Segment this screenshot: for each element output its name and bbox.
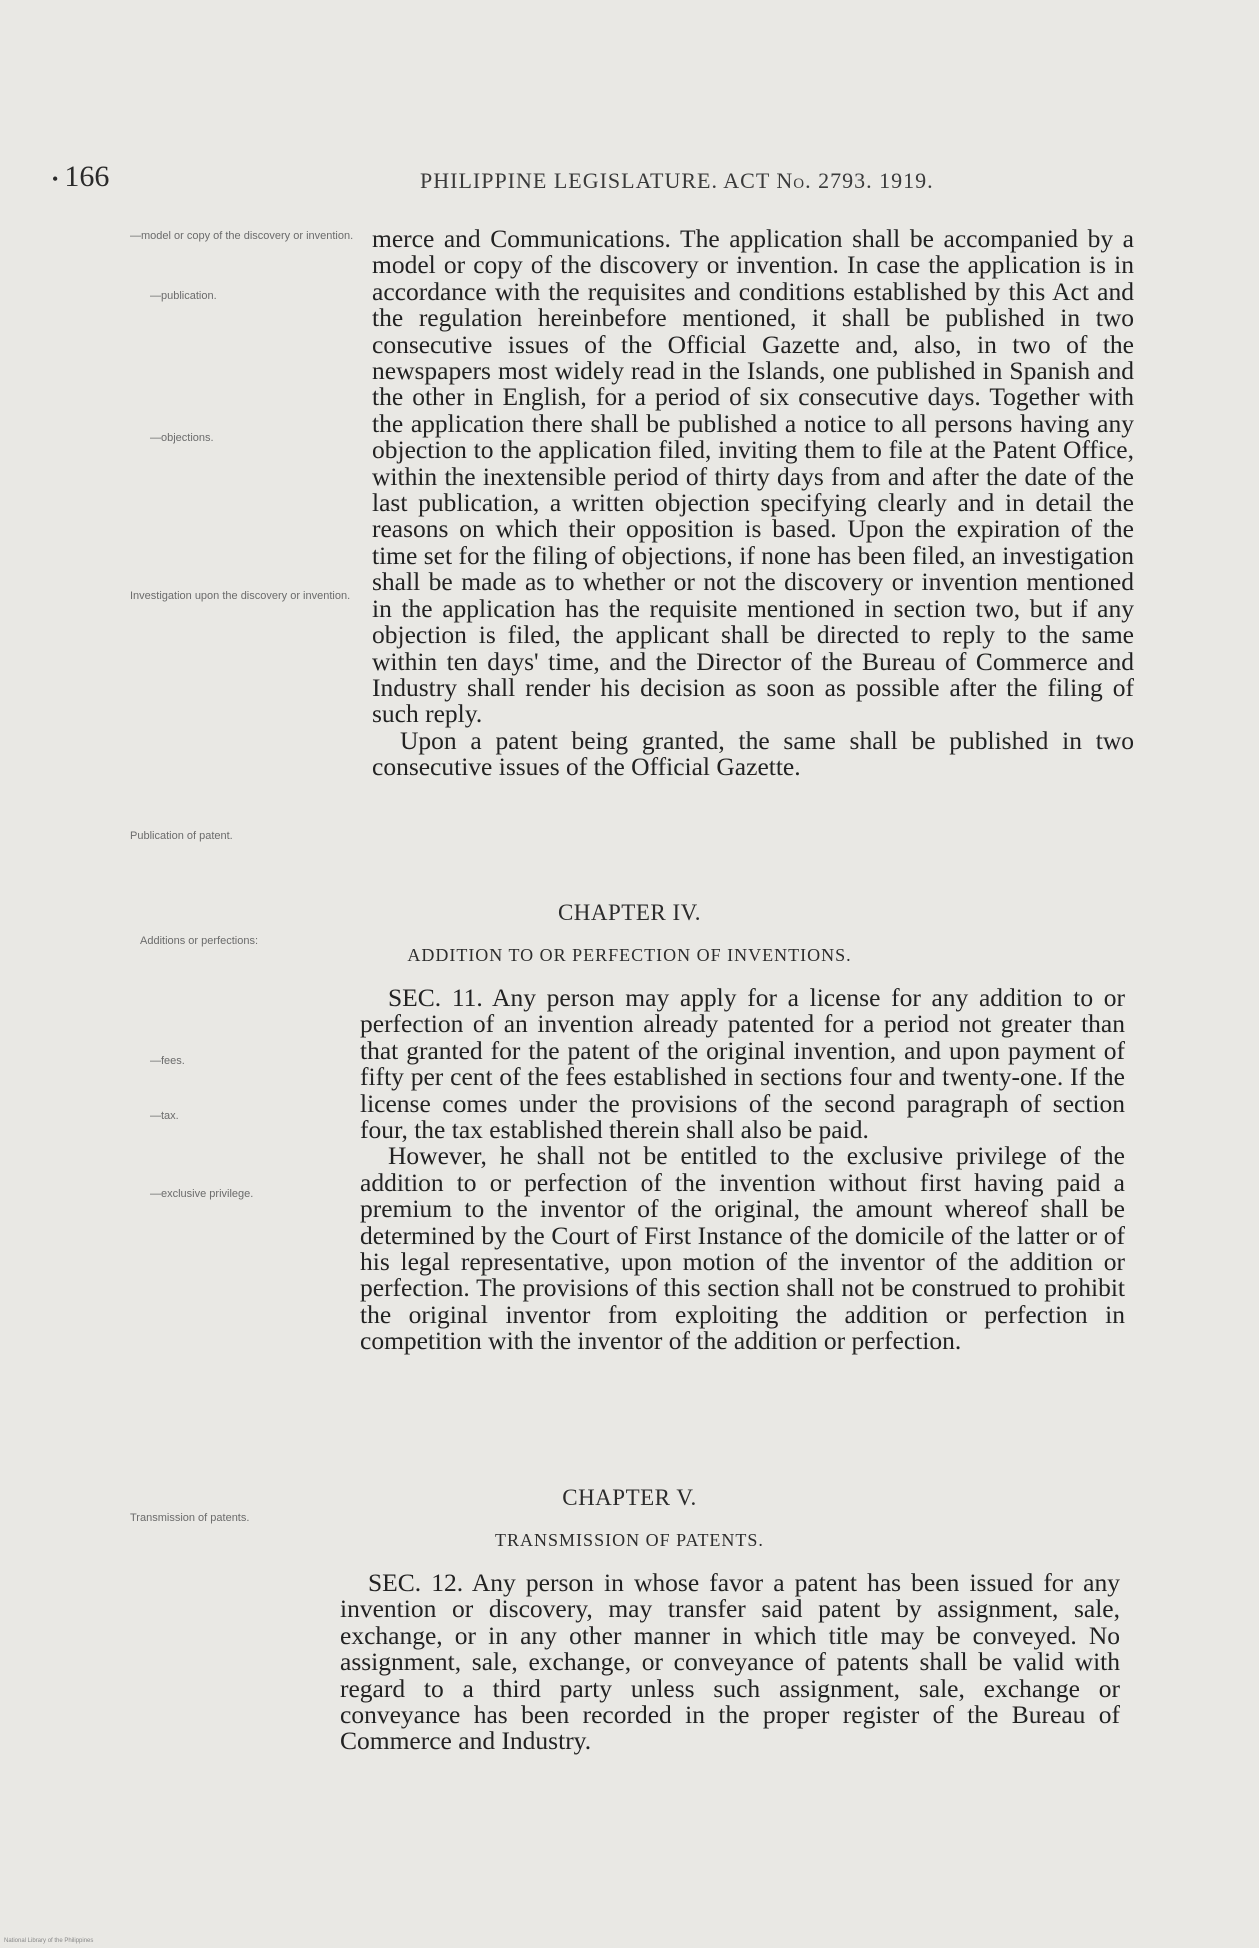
chapter-4-title: CHAPTER IV. (557, 900, 702, 925)
chapter-4-subtitle: ADDITION TO OR PERFECTION OF INVENTIONS. (407, 945, 852, 965)
paragraph-application: merce and Communications. The application shall be accompanied by a model or copy of the discovery or invention. In case the application is in accordance with the requisites and conditions established by this Act and the regulation hereinbefore mentioned, it shall be published in two consecutive issues of the Official Gazette and, also, in two of the newspapers most widely read in the Islands, one published in Spanish and the other in English, for a period of six consecutive days. Together with the application there shall be published a notice to all persons having any objection to the application filed, inviting them to file at the Patent Office, within the inextensible period of thirty days from and after the date of the last publication, a written objection specifying clearly and in detail the reasons on which their opposition is based. Upon the expiration of the time set for the filing of objections, if none has been filed, an investigation shall be made as to whether or not the discovery or invention mentioned in the application has the requisite mentioned in section two, but if any objection is filed, the applicant shall be directed to reply to the same within ten days' time, and the Director of the Bureau of Commerce and Industry shall render his decision as soon as possible after the filing of such reply. (372, 224, 1134, 729)
chapter-5-title: CHAPTER V. (562, 1485, 697, 1510)
footer-credit: National Library of the Philippines (4, 1938, 94, 1944)
paragraph-publication: Upon a patent being granted, the same shall be published in two consecutive issues of the Official Gazette. (372, 725, 1134, 782)
section-11-text: Any person may apply for a license for any addition to or perfection of an invention already patented for a period not greater than that granted for the patent of the original invention, and upon payment of fifty per cent of the fees established in sections four and twenty-one. If the license comes under the provisions of the second paragraph of section four, the tax established therein shall also be paid. (360, 983, 1125, 1145)
margin-note-tax: —tax. (150, 1110, 179, 1122)
chapter-5-subtitle: TRANSMISSION OF PATENTS. (495, 1530, 764, 1550)
bullet-icon: • (52, 168, 59, 189)
section-11 (360, 985, 1125, 1143)
margin-note-transmission: Transmission of patents. (130, 1512, 250, 1524)
running-head: PHILIPPINE LEGISLATURE. ACT No. 2793. 1919. (420, 168, 934, 193)
margin-note-exclusive: —exclusive privilege. (150, 1188, 254, 1200)
section-11-label: SEC. 11. (388, 983, 483, 1012)
page-number: • 166 (52, 160, 110, 193)
page-header (0, 160, 1259, 200)
margin-note-additions: Additions or perfections: (140, 935, 259, 947)
body-block-2 (360, 985, 1125, 1355)
section-12-text: Any person in whose favor a patent has been issued for any invention or discovery, may transfer said patent by assignment, sale, exchange, or in any other manner in which title may be conveyed. No assignment, sale, exchange, or conveyance of patents shall be valid with regard to a third party unless such assignment, sale, exchange or conveyance has been recorded in the proper register of the Bureau of Commerce and Industry. (340, 1568, 1120, 1756)
margin-note-publication: —publication. (150, 290, 217, 302)
margin-note-investigation: Investigation upon the discovery or invention. (130, 590, 351, 602)
margin-note-publication-patent: Publication of patent. (130, 830, 233, 842)
body-block-3 (340, 1570, 1120, 1755)
margin-note-objections: —objections. (150, 432, 214, 444)
margin-note-fees: —fees. (150, 1055, 185, 1067)
body-block-1 (372, 226, 1134, 781)
section-12 (340, 1570, 1120, 1755)
margin-note-model: —model or copy of the discovery or invention. (130, 230, 354, 242)
section-12-label: SEC. 12. (368, 1568, 464, 1597)
paragraph-however: However, he shall not be entitled to the exclusive privilege of the addition to or perfection of the invention without first having paid a premium to the inventor of the original, the amount whereof shall be determined by the Court of First Instance of the domicile of the latter or of his legal representative, upon motion of the inventor of the addition or perfection. The provisions of this section shall not be construed to prohibit the original inventor from exploiting the addition or perfection in competition with the inventor of the addition or perfection. (360, 1141, 1125, 1356)
